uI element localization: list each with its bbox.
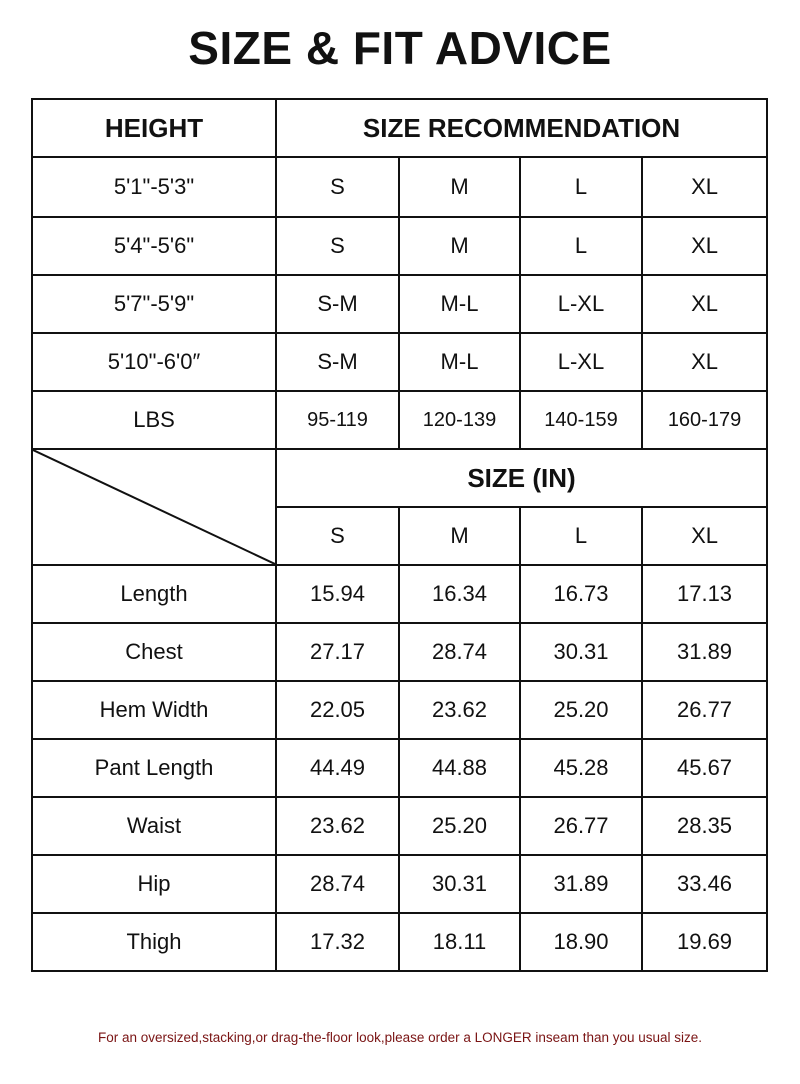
- size-column-header: L: [520, 507, 642, 565]
- size-cell: S-M: [276, 333, 399, 391]
- measurement-cell: 15.94: [276, 565, 399, 623]
- size-column-header: M: [399, 507, 520, 565]
- size-cell: L-XL: [520, 333, 642, 391]
- size-cell: XL: [642, 333, 767, 391]
- measurement-row: [32, 681, 767, 739]
- measurement-label: Chest: [32, 623, 276, 681]
- measurement-cell: 25.20: [399, 797, 520, 855]
- weight-range-cell: 95-119: [276, 391, 399, 449]
- measurement-label: Thigh: [32, 913, 276, 971]
- measurement-cell: 30.31: [520, 623, 642, 681]
- lbs-label: LBS: [32, 391, 276, 449]
- recommendation-header-row: [32, 99, 767, 157]
- size-cell: M: [399, 217, 520, 275]
- weight-range-cell: 120-139: [399, 391, 520, 449]
- lbs-row: [32, 391, 767, 449]
- measurement-cell: 26.77: [520, 797, 642, 855]
- size-cell: XL: [642, 157, 767, 217]
- measurement-cell: 44.49: [276, 739, 399, 797]
- recommendation-row: [32, 333, 767, 391]
- measurement-cell: 16.73: [520, 565, 642, 623]
- height-range-cell: 5'10"-6'0″: [32, 333, 276, 391]
- size-cell: L: [520, 217, 642, 275]
- measurement-label: Hip: [32, 855, 276, 913]
- footnote: For an oversized,stacking,or drag-the-floor look,please order a LONGER inseam than you usual size.: [97, 1030, 703, 1045]
- size-in-header: SIZE (IN): [276, 449, 767, 507]
- measurement-cell: 27.17: [276, 623, 399, 681]
- measurement-row: [32, 623, 767, 681]
- size-cell: S-M: [276, 275, 399, 333]
- measurement-label: Waist: [32, 797, 276, 855]
- measurement-cell: 25.20: [520, 681, 642, 739]
- size-cell: L-XL: [520, 275, 642, 333]
- measurement-cell: 26.77: [642, 681, 767, 739]
- recommendation-row: [32, 157, 767, 217]
- size-recommendation-header: SIZE RECOMMENDATION: [276, 99, 767, 157]
- measurement-row: [32, 565, 767, 623]
- measurement-cell: 33.46: [642, 855, 767, 913]
- size-cell: S: [276, 157, 399, 217]
- measurement-cell: 19.69: [642, 913, 767, 971]
- measurement-row: [32, 797, 767, 855]
- measurement-label: Pant Length: [32, 739, 276, 797]
- measurement-cell: 28.74: [276, 855, 399, 913]
- measurement-cell: 44.88: [399, 739, 520, 797]
- measurement-row: [32, 913, 767, 971]
- measurement-cell: 23.62: [399, 681, 520, 739]
- size-cell: L: [520, 157, 642, 217]
- measurement-cell: 31.89: [642, 623, 767, 681]
- weight-range-cell: 140-159: [520, 391, 642, 449]
- height-range-cell: 5'7"-5'9": [32, 275, 276, 333]
- measurement-cell: 28.74: [399, 623, 520, 681]
- measurement-row: [32, 739, 767, 797]
- measurement-label: Length: [32, 565, 276, 623]
- size-column-header: S: [276, 507, 399, 565]
- measurement-cell: 17.32: [276, 913, 399, 971]
- diagonal-corner-cell: [32, 449, 276, 565]
- recommendation-row: [32, 275, 767, 333]
- measurement-cell: 16.34: [399, 565, 520, 623]
- height-range-cell: 5'4"-5'6": [32, 217, 276, 275]
- size-chart-table: [31, 98, 768, 972]
- size-cell: M-L: [399, 275, 520, 333]
- measurement-cell: 18.90: [520, 913, 642, 971]
- recommendation-row: [32, 217, 767, 275]
- size-cell: S: [276, 217, 399, 275]
- page-title: SIZE & FIT ADVICE: [188, 22, 612, 74]
- measurement-cell: 28.35: [642, 797, 767, 855]
- measurement-cell: 31.89: [520, 855, 642, 913]
- size-column-header: XL: [642, 507, 767, 565]
- measurement-cell: 22.05: [276, 681, 399, 739]
- height-range-cell: 5'1"-5'3": [32, 157, 276, 217]
- height-header: HEIGHT: [32, 99, 276, 157]
- measurement-cell: 45.28: [520, 739, 642, 797]
- size-cell: M-L: [399, 333, 520, 391]
- size-cell: XL: [642, 217, 767, 275]
- measurement-cell: 23.62: [276, 797, 399, 855]
- measurement-header-row: [32, 449, 767, 507]
- measurement-row: [32, 855, 767, 913]
- measurement-label: Hem Width: [32, 681, 276, 739]
- measurement-cell: 30.31: [399, 855, 520, 913]
- weight-range-cell: 160-179: [642, 391, 767, 449]
- size-cell: XL: [642, 275, 767, 333]
- measurement-cell: 17.13: [642, 565, 767, 623]
- diagonal-line: [33, 450, 275, 564]
- measurement-cell: 18.11: [399, 913, 520, 971]
- size-cell: M: [399, 157, 520, 217]
- measurement-cell: 45.67: [642, 739, 767, 797]
